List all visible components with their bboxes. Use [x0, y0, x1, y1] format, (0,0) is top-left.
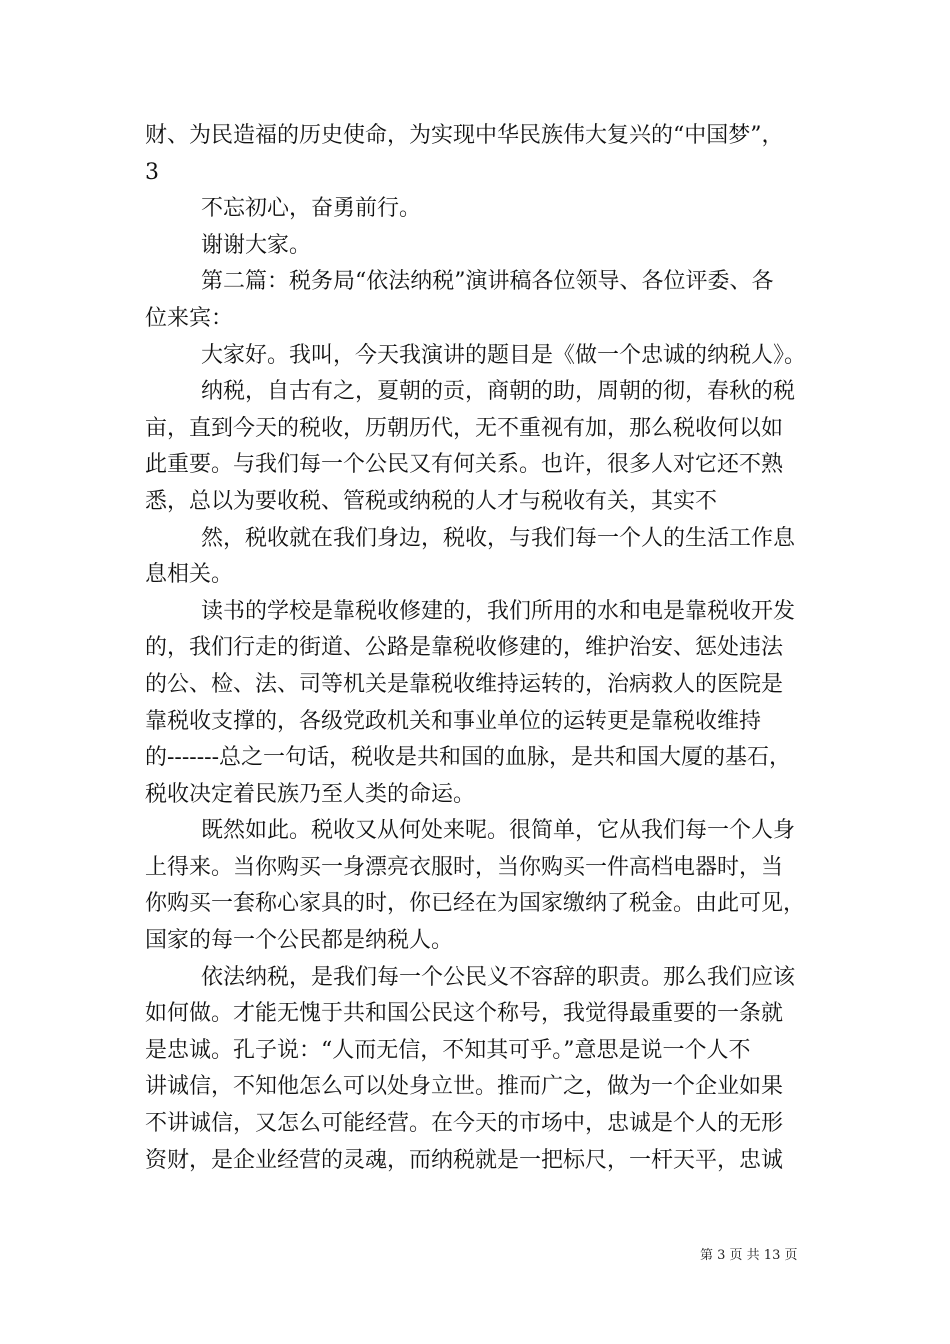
text-line: 讲诚信，不知他怎么可以处身立世。推而广之，做为一个企业如果: [145, 1074, 784, 1100]
text-line: 国家的每一个公民都是纳税人。: [145, 928, 454, 954]
page-number-footer: 第 3 页 共 13 页: [700, 1248, 798, 1263]
text-line: 3: [145, 159, 159, 185]
text-line: 上得来。当你购买一身漂亮衣服时，当你购买一件高档电器时，当: [145, 854, 784, 880]
text-line: 纳税，自古有之，夏朝的贡，商朝的助，周朝的彻，春秋的税: [201, 379, 796, 405]
text-line: 资财，是企业经营的灵魂，而纳税就是一把标尺，一杆天平，忠诚: [145, 1147, 784, 1173]
text-line: 靠税收支撑的，各级党政机关和事业单位的运转更是靠税收维持: [145, 708, 762, 734]
text-line: 的公、检、法、司等机关是靠税收维持运转的，治病救人的医院是: [145, 671, 784, 697]
text-line: 亩，直到今天的税收，历朝历代，无不重视有加，那么税收何以如: [145, 415, 784, 441]
text-line: 依法纳税，是我们每一个公民义不容辞的职责。那么我们应该: [201, 964, 796, 990]
text-line: 读书的学校是靠税收修建的，我们所用的水和电是靠税收开发: [201, 598, 796, 624]
text-line: 悉，总以为要收税、管税或纳税的人才与税收有关，其实不: [145, 488, 718, 514]
text-line: 的-------总之一句话，税收是共和国的血脉，是共和国大厦的基石，: [145, 745, 792, 771]
text-line: 税收决定着民族乃至人类的命运。: [145, 781, 476, 807]
text-line: 如何做。才能无愧于共和国公民这个称号，我觉得最重要的一条就: [145, 1001, 784, 1027]
text-line: 是忠诚。孔子说：“人而无信，不知其可乎。”意思是说一个人不: [145, 1037, 751, 1063]
text-line: 息相关。: [145, 562, 234, 588]
text-line: 你购买一套称心家具的时，你已经在为国家缴纳了税金。由此可见，: [145, 891, 806, 917]
text-line: 第二篇：税务局“依法纳税”演讲稿各位领导、各位评委、各: [201, 269, 774, 295]
text-line: 既然如此。税收又从何处来呢。很简单，它从我们每一个人身: [201, 818, 796, 844]
text-line: 的，我们行走的街道、公路是靠税收修建的，维护治安、惩处违法: [145, 635, 784, 661]
text-line: 位来宾：: [145, 305, 234, 331]
text-line: 然，税收就在我们身边，税收，与我们每一个人的生活工作息: [201, 525, 796, 551]
text-line: 不忘初心，奋勇前行。: [201, 196, 422, 222]
text-line: 财、为民造福的历史使命，为实现中华民族伟大复兴的“中国梦”，: [145, 123, 784, 148]
text-line: 大家好。我叫，今天我演讲的题目是《做一个忠诚的纳税人》。: [201, 342, 807, 368]
text-line: 此重要。与我们每一个公民又有何关系。也许，很多人对它还不熟: [145, 452, 784, 478]
text-line: 谢谢大家。: [201, 232, 312, 258]
text-line: 不讲诚信，又怎么可能经营。在今天的市场中，忠诚是个人的无形: [145, 1111, 784, 1137]
body-text: [145, 118, 825, 1179]
